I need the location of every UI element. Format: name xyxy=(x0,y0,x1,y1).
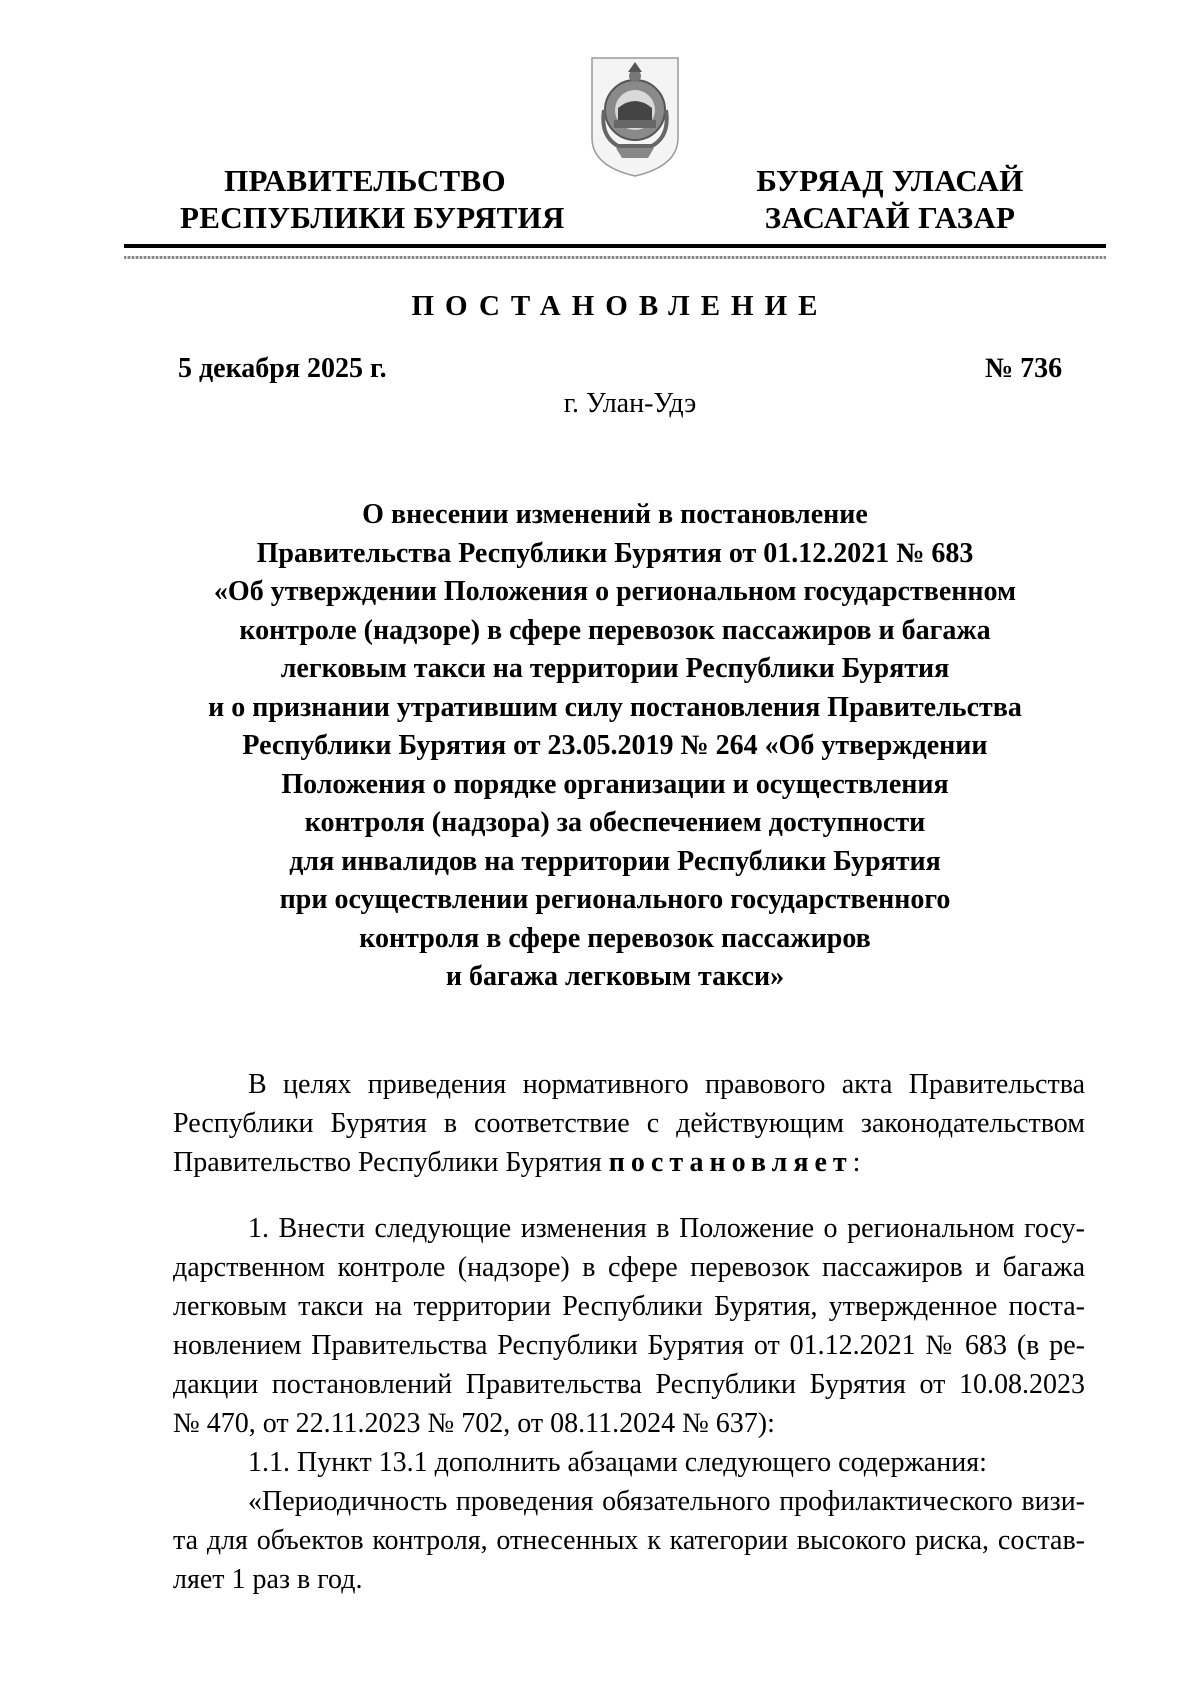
title-line: Республики Бурятия от 23.05.2019 № 264 «Об утверждении xyxy=(242,730,988,761)
preamble-line: Республики Бурятия в соответствие с действующим законодательством xyxy=(173,1108,1085,1139)
quote-line: «Периодичность проведения обязательного профилактического визи- xyxy=(248,1486,1085,1517)
government-name-buryat-line2: ЗАСАГАЙ ГАЗАР xyxy=(764,200,1016,235)
title-line: Положения о порядке организации и осуществления xyxy=(281,768,949,800)
title-line: и багажа легковым такси» xyxy=(445,961,785,992)
government-name-russian-line1: ПРАВИТЕЛЬСТВО xyxy=(224,163,506,198)
item-1-paragraph xyxy=(173,1209,1085,1443)
title-line: при осуществлении регионального государственного xyxy=(279,884,951,915)
government-name-russian xyxy=(180,162,565,236)
document-type: ПОСТАНОВЛЕНИЕ xyxy=(411,290,829,322)
title-line: контроле (надзоре) в сфере перевозок пассажиров и багажа xyxy=(239,614,991,646)
government-name-buryat xyxy=(740,162,1040,236)
title-line: легковым такси на территории Республики Бурятия xyxy=(280,653,950,684)
quote-line: та для объектов контроля, отнесенных к категории высокого риска, состав- xyxy=(173,1525,1085,1556)
preamble-paragraph xyxy=(173,1065,1085,1182)
preamble-colon: : xyxy=(852,1147,861,1178)
header-divider-thin xyxy=(124,256,1106,259)
title-line: О внесении изменений в постановление xyxy=(362,499,868,530)
document-city: г. Улан-Удэ xyxy=(563,388,697,419)
title-line: Правительства Республики Бурятия от 01.12.2021 № 683 xyxy=(256,537,974,569)
document-number: № 736 xyxy=(985,353,1063,384)
title-line: для инвалидов на территории Республики Бурятия xyxy=(289,845,941,877)
title-line: контроля (надзора) за обеспечением доступности xyxy=(304,807,926,838)
title-line: «Об утверждении Положения о региональном государственном xyxy=(213,576,1017,607)
coat-of-arms-emblem xyxy=(588,50,682,180)
item-1-line: 1. Внести следующие изменения в Положение о региональном госу- xyxy=(248,1213,1085,1244)
header-divider-thick xyxy=(124,244,1106,248)
document-title xyxy=(150,496,1080,997)
item-1-line: дарственном контроле (надзоре) в сфере перевозок пассажиров и багажа xyxy=(173,1252,1085,1283)
government-name-buryat-line1: БУРЯАД УЛАСАЙ xyxy=(756,163,1024,198)
government-name-russian-line2: РЕСПУБЛИКИ БУРЯТИЯ xyxy=(180,200,565,235)
preamble-line xyxy=(173,1143,1085,1182)
title-line: и о признании утратившим силу постановления Правительства xyxy=(208,691,1022,723)
quoted-amendment-paragraph xyxy=(173,1482,1085,1599)
document-date: 5 декабря 2025 г. xyxy=(178,353,387,384)
item-1-line: дакции постановлений Правительства Республики Бурятия от 10.08.2023 xyxy=(173,1369,1085,1400)
item-1-line: легковым такси на территории Республики Бурятия, утвержденное поста- xyxy=(173,1291,1085,1322)
preamble-line: В целях приведения нормативного правового акта Правительства xyxy=(248,1069,1085,1100)
item-1-1-paragraph xyxy=(173,1443,1085,1482)
item-1-line: новлением Правительства Республики Бурятия от 01.12.2021 № 683 (в ре- xyxy=(173,1330,1085,1361)
resolves-keyword: постановляет xyxy=(608,1147,853,1178)
title-line: контроля в сфере перевозок пассажиров xyxy=(359,922,871,954)
item-1-line: № 470, от 22.11.2023 № 702, от 08.11.2024 № 637): xyxy=(173,1408,775,1439)
item-1-1-line: 1.1. Пункт 13.1 дополнить абзацами следующего содержания: xyxy=(248,1447,987,1478)
quote-line: ляет 1 раз в год. xyxy=(173,1564,363,1595)
preamble-text: Правительство Республики Бурятия xyxy=(173,1147,609,1178)
